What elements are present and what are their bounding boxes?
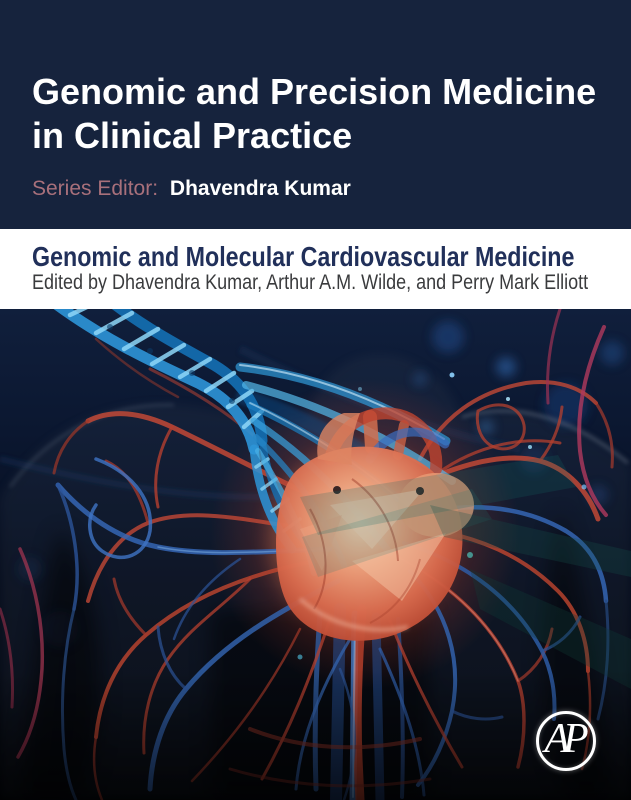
series-editor-name: Dhavendra Kumar (169, 177, 351, 200)
series-title: Genomic and Precision Medicine in Clinical Practice (32, 71, 597, 156)
series-editor-line (32, 176, 351, 201)
series-editor-label: Series Editor: (32, 177, 159, 200)
ap-logo-text: AP (544, 716, 582, 762)
artwork-svg (0, 309, 631, 800)
top-band (0, 0, 631, 229)
volume-title: Genomic and Molecular Cardiovascular Medicine (32, 241, 575, 272)
editors-line: Edited by Dhavendra Kumar, Arthur A.M. Wilde, and Perry Mark Elliott (32, 271, 589, 294)
volume-band (0, 229, 631, 309)
academic-press-logo (536, 711, 596, 771)
cover-artwork (0, 309, 631, 800)
